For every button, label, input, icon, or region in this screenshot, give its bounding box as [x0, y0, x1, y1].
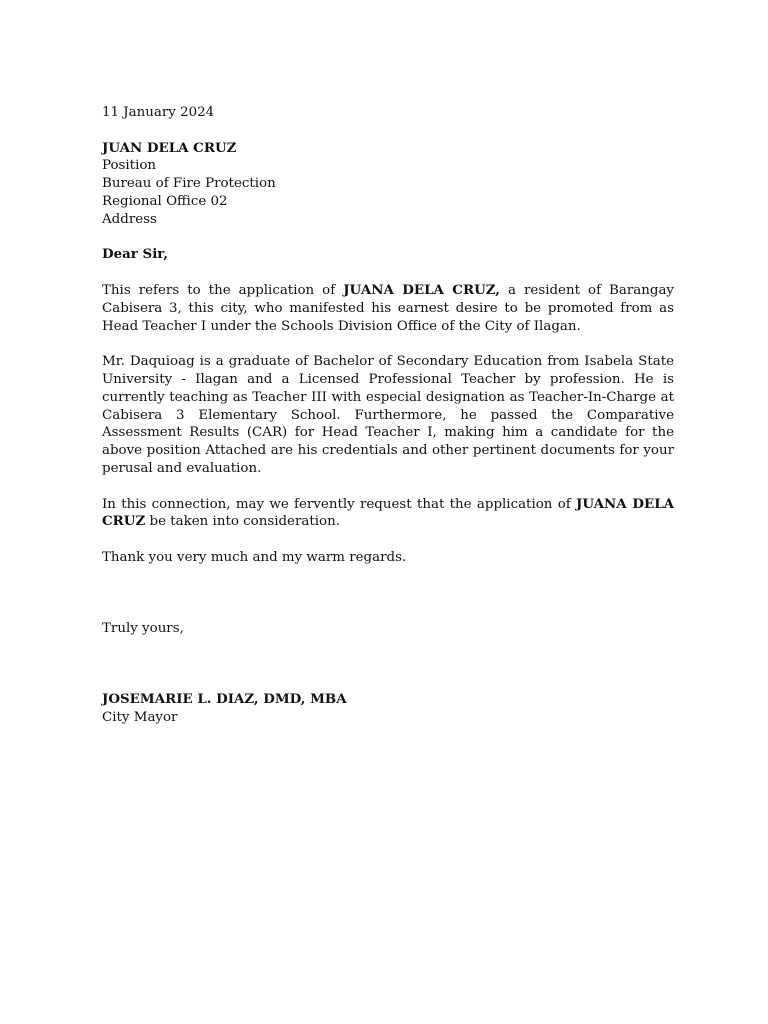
signatory-name: JOSEMARIE L. DIAZ, DMD, MBA — [102, 691, 347, 708]
recipient-position: Position — [102, 158, 157, 174]
recipient-block — [102, 140, 674, 229]
paragraph-intro — [102, 282, 674, 335]
recipient-name: JUAN DELA CRUZ — [102, 139, 237, 156]
salutation: Dear Sir, — [102, 246, 169, 263]
paragraph-credentials: Mr. Daquioag is a graduate of Bachelor of Secondary Education from Isabela State University - Ilagan and a Licensed Professional Teacher by profession. He is currently teaching as Teacher III with especial designation as Teacher-In-Charge at Cabisera 3 Elementary School. Furthermore, he passed the Comparative Assessment Results (CAR) for Head Teacher I, making him a candidate for the above position Attached are his credentials and other pertinent documents for your perusal and evaluation. — [102, 354, 674, 476]
paragraph-intro-rest: a resident of Barangay Cabisera 3, this city, who manifested his earnest desire to be promoted from as Head Teacher I under the Schools Division Office of the City of Ilagan. — [102, 282, 674, 334]
closing-line: Truly yours, — [102, 621, 184, 637]
letter-date: 11 January 2024 — [102, 105, 215, 120]
paragraph-request — [102, 496, 674, 532]
recipient-address: Address — [102, 211, 157, 227]
signature-block — [102, 691, 674, 727]
applicant-name: JUANA DELA CRUZ, — [343, 281, 500, 298]
signatory-title: City Mayor — [102, 710, 178, 726]
recipient-region: Regional Office 02 — [102, 193, 228, 209]
applicant-name-request: JUANA DELA CRUZ — [102, 495, 674, 530]
paragraph-request-lead: In this connection, may we fervently request that the application of — [102, 496, 577, 512]
letter-page — [102, 104, 674, 727]
recipient-office: Bureau of Fire Protection — [102, 176, 276, 192]
paragraph-request-rest: be taken into consideration. — [145, 514, 340, 530]
thanks-line: Thank you very much and my warm regards. — [102, 549, 407, 565]
paragraph-intro-lead: This refers to the application of — [102, 282, 344, 298]
